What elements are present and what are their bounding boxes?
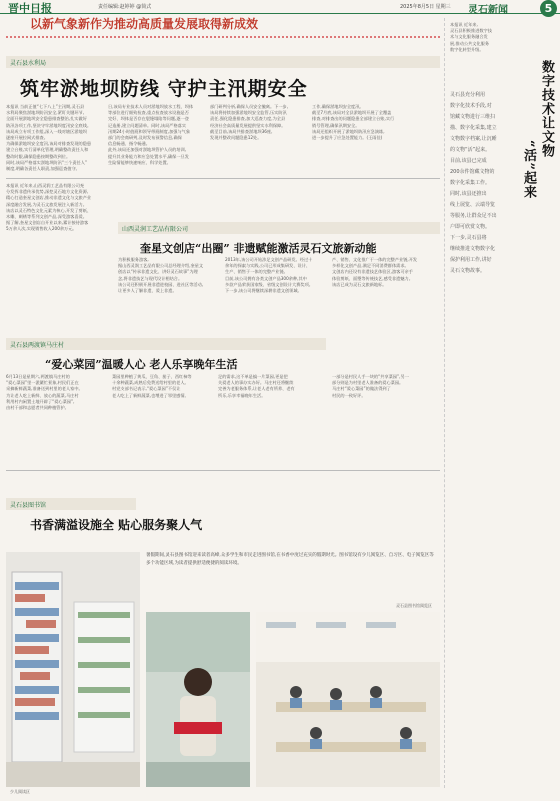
text-line: 建立台账,实行清单化管理,明确整改责任人和 [6, 147, 89, 153]
text-line: 生险情能够快速响应、科学处置。 [108, 159, 171, 165]
sidebar-title-b: “活”起来 [521, 140, 536, 199]
text-line: 灵石文物故事。 [450, 268, 486, 274]
text-line: 该局还组织开展了淤地坝防汛应急演练, [312, 128, 385, 134]
story2-col-c [225, 257, 325, 337]
text-line: 由村干部和志愿者共同种植管护。 [6, 405, 69, 411]
story2-tag: 山西灵润工艺品有限公司 [122, 226, 189, 233]
story2-col-d [332, 257, 440, 337]
sidebar-title-a: 数字技术让文物 [539, 60, 554, 158]
text-line: 精心打造奎星文创店,推动非遗文化与文旅产业 [6, 195, 92, 201]
story3-col-a [6, 374, 106, 464]
story1-col-b [108, 104, 203, 174]
text-line: 文创店内还设有非遗技艺体验区,游客可亲手 [332, 269, 413, 275]
text-line: 线上展览、云端导览 [450, 202, 496, 208]
text-line: 所乐,乐享幸福晚年生活。 [218, 392, 266, 398]
text-line: 日,该局专业技术人员对淤地坝放水工程、坝体 [108, 104, 194, 109]
text-line: 菜园里种植了黄瓜、豆角、茄子、西红柿等 [112, 374, 192, 379]
newspaper-logo: 晋中日报 [8, 2, 52, 15]
text-line: 6月13日是星期六,两渡镇马庄村的 [6, 374, 70, 379]
text-line: 足的需求,这不单是搞一片菜园,更是把 [218, 374, 288, 379]
text-line: 念,将非遗技艺与现代设计相结合。 [118, 275, 183, 281]
text-line: 木雕、刺绣等系列文创产品,深受游客喜爱。 [6, 214, 87, 220]
text-line: 下一步,灵石县将 [450, 235, 487, 241]
story1-title: 筑牢淤地坝防线 守护主汛期安全 [20, 78, 308, 100]
issue-date: 2025年8月5日 星期三 [400, 4, 451, 10]
text-line: 继续推进文物数字化 [450, 246, 496, 252]
story2-title: 奎星文创店“出圈” 非遗赋能激活灵石文旅新动能 [140, 242, 377, 255]
text-line: 该局将持续加强淤地坝安全监管,压实防汛 [210, 110, 287, 116]
text-line: 灵石县充分利用 [450, 92, 486, 98]
story3-col-d [332, 374, 440, 464]
text-line: 防汛各项工作,坚决守牢淤地坝度汛安全底线。 [6, 122, 92, 128]
text-line: 本报讯 近年来,山西灵润工艺品有限公司充 [6, 183, 85, 188]
sidebar-body [450, 90, 512, 790]
text-line: 部门研判分析,确保人员安全撤离。下一步, [210, 104, 289, 109]
text-line: 的文物“活”起来。 [450, 147, 491, 153]
text-line: 体验剪纸、面塑等传统技艺,感受非遗魅力。 [332, 275, 413, 281]
reading-room-photo [256, 612, 440, 787]
text-line: 等部位进行细致检查,重点检查放水设施是否 [108, 110, 189, 116]
text-line: 多样化文创产品,满足不同消费群体需求。 [332, 263, 409, 269]
text-line: 记造册,建立问题清单。同时,该局严格落实 [108, 122, 187, 128]
text-line: 截至目前,该局共排查淤地坝36座, [210, 128, 273, 134]
text-line: 分发挥非遗传承优势,深挖灵石地方文化资源, [6, 189, 89, 195]
text-line: 进一步提升了应急处置能力。(王雨佳) [312, 135, 383, 141]
text-line: 描、数字化采集,建立 [450, 125, 497, 131]
text-line: 让更多人了解非遗、爱上非遗。 [118, 288, 177, 294]
text-line: 本报讯 当前正值“七下八上”主汛期,灵石县 [6, 104, 85, 109]
text-line: 为积极服务游客, [118, 257, 149, 262]
text-line: 该局成立专项工作组,深入一线对辖区淤地坝 [6, 128, 87, 134]
text-line: 完善为老服务体系,让老人老有所养、老有 [218, 386, 295, 392]
text-line: 信息畅通、指令畅通。 [108, 141, 150, 147]
text-line: 等服务,让群众足不出 [450, 213, 497, 219]
text-line: 同时,该县还推出 [450, 191, 487, 197]
story3-divider [6, 470, 440, 471]
story1-col-a [6, 104, 101, 174]
text-line: 数字化采集工作。 [450, 180, 491, 186]
text-line: 2013年,该公司开始涉足文创产品研发。经过十 [225, 257, 313, 262]
story3-col-b [112, 374, 212, 464]
story3-col-c [218, 374, 326, 464]
story1-divider [6, 178, 440, 179]
text-line: 汛期24小时值班和领导带班制度,加强与气象 [108, 128, 191, 134]
text-line: 此外,该局还加强对淤地坝管护人员的培训, [108, 147, 187, 153]
text-line: 图书馆设有少儿阅览区、自习区、电子阅览区等多个功能区域, [146, 553, 434, 566]
banner-divider [6, 36, 440, 38]
text-line: 提升其业务能力和应急处置水平,确保一旦发 [108, 153, 189, 159]
text-line: 文物数字档案,让沉睡 [450, 136, 497, 142]
text-line: 同时,该局严格落实淤地坝防汛“三个责任人” [6, 159, 88, 165]
text-line: 村民的一致好评。 [332, 392, 366, 398]
text-line: 该公司还积极开展非遗进校园、进社区等活动, [118, 281, 204, 287]
text-line: 截至7月底,该局对全县淤地坝开展了全覆盖 [312, 110, 392, 116]
text-line: 据山西灵润工艺品有限公司总经理介绍,奎星文 [118, 263, 204, 269]
text-line: 利用村内闲置土地开辟了“爱心菜园”, [6, 398, 75, 404]
text-line: 责任,强化隐患排查,加大巡查力度,为全县 [210, 116, 286, 122]
text-line: 200余件馆藏文物的 [450, 169, 495, 175]
photo-caption-right: 灵石县图书馆阅览区 [396, 603, 432, 608]
text-line: 完好、坝体是否存在裂缝塌陷等问题,逐一登 [108, 116, 189, 122]
section-title: 灵石新闻 [468, 5, 508, 16]
text-line: 马庄村“爱心菜园”的做法得到了 [332, 386, 391, 392]
text-line: 目前,该公司拥有各类文创产品300余种,其中 [225, 275, 307, 281]
text-line: 逐座开展拉网式排查。 [6, 135, 48, 141]
text-line: 暑假期间,灵石县图书馆迎来读者高峰, [146, 553, 221, 558]
text-line: 该店已成为灵石文旅新地标。 [332, 281, 387, 287]
text-line: 户即可欣赏文物。 [450, 224, 491, 230]
text-line: 本报讯 近年来, [450, 22, 478, 27]
story2-col-a [6, 183, 114, 243]
story1-col-d [312, 104, 440, 174]
text-line: 村党支部书记表示,“爱心菜园”不仅让 [112, 386, 181, 392]
text-line: 老人吃上了新鲜蔬菜,也增进了邻里感情。 [112, 392, 189, 398]
text-line: 采摘新鲜蔬菜,准备送到村里的老人家中。 [6, 386, 83, 392]
text-line: 销号管理,确保汛期安全。 [312, 122, 360, 128]
text-line: 制度,明确各责任人职责,加强巡查值守。 [6, 166, 80, 172]
text-line: 该店以灵石特色文化元素为核心,开发了剪纸、 [6, 207, 92, 213]
text-line: 部门的会商研判,及时发布预警信息,确保 [108, 135, 182, 141]
banner-headline: 以新气象新作为推动高质量发展取得新成效 [30, 17, 259, 31]
text-line: 十余种蔬菜,成熟后免费送给村里的老人。 [112, 380, 189, 386]
text-line: 为确保淤地坝安全度汛,该局对排查发现的隐患 [6, 141, 92, 147]
text-line: 关爱老人的事办实办好。马庄村还将继续 [218, 380, 294, 386]
text-line: 展,推动公共文化服务 [450, 40, 490, 46]
editor-info: 责任编辑:赵婷婷 @简式 [98, 4, 152, 10]
text-line: 保护利用工作,讲好 [450, 257, 492, 263]
text-line: 全面开展淤地坝安全隐患排查整治,扎实做好 [6, 116, 87, 122]
text-line: 深度融合发展,为灵石文旅发展注入新活力。 [6, 201, 87, 207]
text-line: 5万余人次,实现销售收入200余万元。 [6, 226, 77, 232]
sidebar-intro [450, 22, 512, 82]
text-line: 一部分是村民人手一块的“共享菜园”,另一 [332, 374, 409, 379]
story1-tag: 灵石县水利局 [10, 60, 47, 67]
text-line: 数字化技术手段,对 [450, 103, 492, 109]
story1-tagbar [6, 56, 440, 68]
text-line: 工作,确保淤地坝安全度汛。 [312, 104, 364, 109]
story3-tag: 灵石县两渡镇马庄村 [10, 342, 65, 349]
text-line: 整改时限,确保隐患按期整改到位。 [6, 153, 71, 159]
text-line: 目前,该县已完成 [450, 158, 487, 164]
text-line: 部分则是为村里老人准备的爱心菜园。 [332, 380, 404, 386]
photo-caption-left: 少儿阅读区 [10, 789, 30, 794]
text-line: “爱心菜园”里一派繁忙景象,村民们正在 [6, 380, 79, 386]
text-line: 灵石县积极推进数字技 [450, 28, 492, 34]
story4-intro [146, 552, 436, 608]
text-line: 余年的探索与实践,公司已形成集研发、设计、 [225, 263, 311, 269]
text-line: 创店以“传承非遗文化、讲好灵石故事”为理 [118, 269, 198, 275]
text-line: 水利局聚焦淤地坝防汛安全,紧盯关键环节, [6, 110, 85, 116]
text-line: 多款产品荣获国家级、省级文创设计大赛奖项。 [225, 281, 313, 287]
text-line: 数字化转型升级。 [450, 46, 484, 52]
story4-tag: 灵石县图书馆 [10, 502, 47, 509]
text-line: 排查,对排查出的问题隐患全部建立台账,实行 [312, 116, 395, 122]
text-line: 生产、销售于一体的完整产业链。 [225, 269, 288, 275]
text-line: 发现并整改问题隐患12处。 [210, 135, 262, 141]
sidebar-divider [444, 18, 445, 788]
story2-col-b [118, 257, 218, 337]
text-line: 为读者提供舒适便捷的阅读环境。 [174, 561, 242, 566]
library-shelves-photo [6, 552, 140, 787]
text-line: 经济社会高质量发展提供坚实水利保障。 [210, 122, 286, 128]
text-line: 据了解,奎星文创店自开业以来,累计接待游客 [6, 220, 89, 226]
story4-title: 书香满溢设施全 贴心服务聚人气 [30, 518, 203, 532]
text-line: 众多学生和市民走进图书馆,在书香中度过充实的假期时光。 [220, 553, 340, 558]
text-line: 馆藏文物进行三维扫 [450, 114, 496, 120]
text-line: 下一步,该公司将继续深耕非遗文创领域。 [225, 288, 302, 294]
page-number: 5 [540, 0, 557, 17]
story3-title: “爱心菜园”温暖人心 老人乐享晚年生活 [45, 358, 238, 371]
reading-child-photo [146, 612, 250, 787]
story1-col-c [210, 104, 305, 174]
text-line: 产、销售、文化推广于一体的完整产业链,开发 [332, 257, 418, 262]
text-line: 为让老人吃上新鲜、放心的蔬菜,马庄村 [6, 392, 79, 398]
text-line: 术与文化服务融合发 [450, 34, 488, 40]
